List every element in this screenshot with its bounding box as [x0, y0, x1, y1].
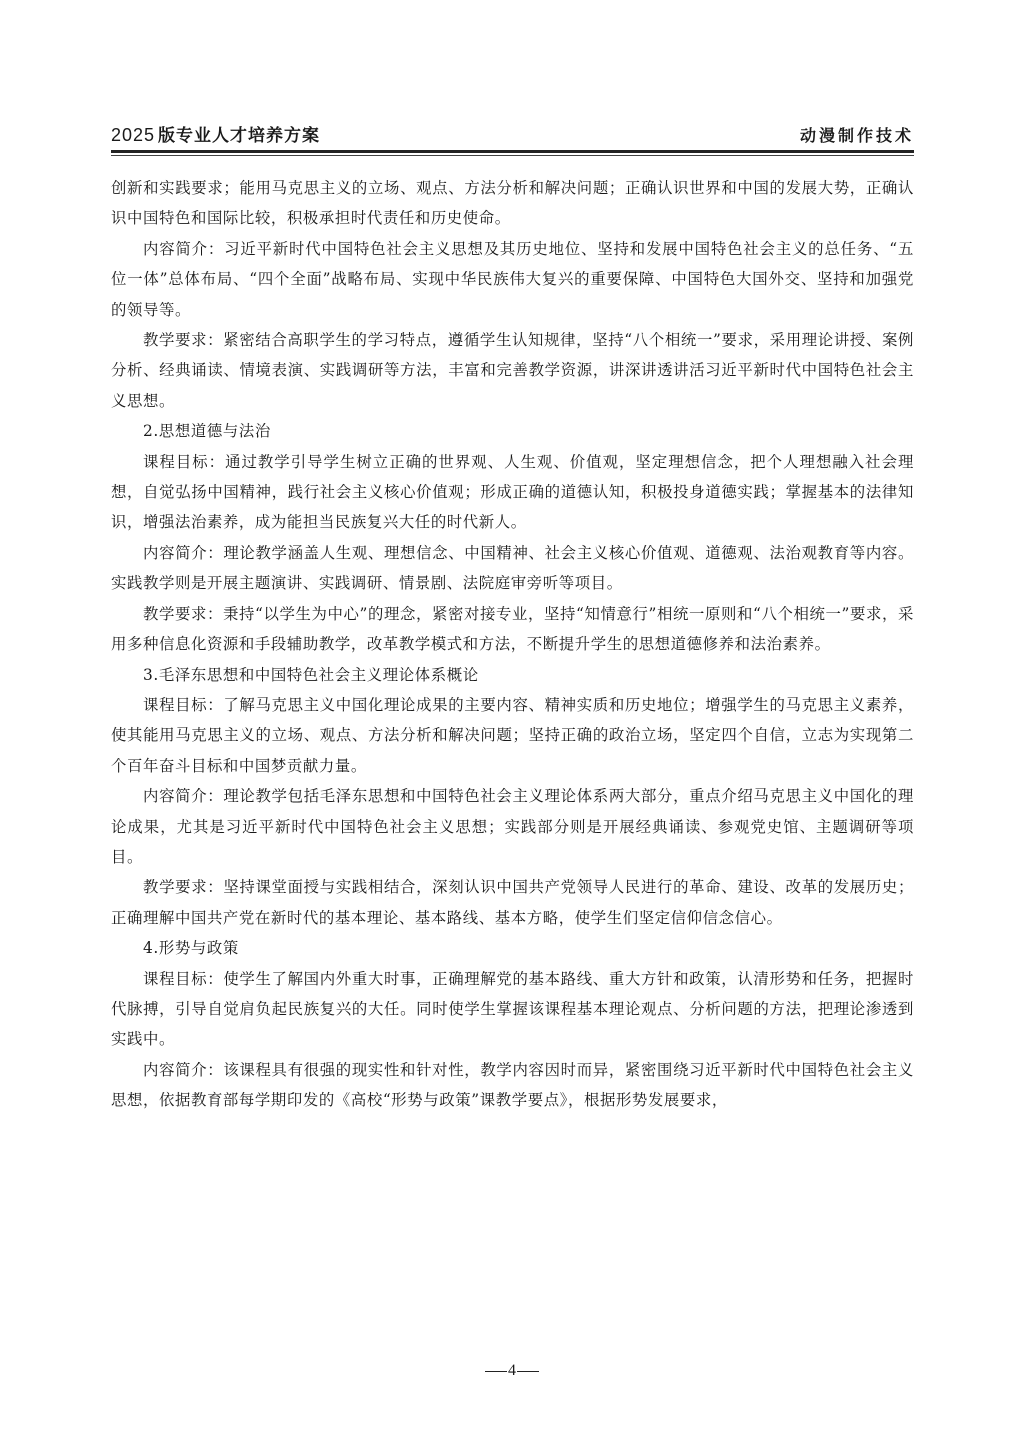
paragraph: 教学要求：紧密结合高职学生的学习特点，遵循学生认知规律，坚持“八个相统一”要求，采用理论讲授、案例分析、经典诵读、情境表演、实践调研等方法，丰富和完善教学资源，讲深讲透讲活习近平新时代中国特色社会主义思想。: [111, 331, 914, 410]
document-title-text: 版专业人才培养方案: [158, 126, 321, 146]
header-rule-thick: [111, 150, 914, 153]
section-heading: 2.思想道德与法治: [143, 422, 271, 441]
paragraph: 教学要求：秉持“以学生为中心”的理念，紧密对接专业，坚持“知情意行”相统一原则和“八个相统一”要求，采用多种信息化资源和手段辅助教学，改革教学模式和方法，不断提升学生的思想道德修养和法治素养。: [111, 604, 914, 654]
page-number-dash-right: [517, 1371, 539, 1372]
page-number-dash-left: [485, 1371, 507, 1372]
paragraph: 课程目标：使学生了解国内外重大时事，正确理解党的基本路线、重大方针和政策，认清形势和任务，把握时代脉搏，引导自觉肩负起民族复兴的大任。同时使学生掌握该课程基本理论观点、分析问题的方法，把理论渗透到实践中。: [111, 969, 914, 1049]
paragraph: 教学要求：坚持课堂面授与实践相结合，深刻认识中国共产党领导人民进行的革命、建设、改革的发展历史；正确理解中国共产党在新时代的基本理论、基本路线、基本方略，使学生们坚定信仰信念信心。: [111, 878, 914, 927]
paragraph: 创新和实践要求；能用马克思主义的立场、观点、方法分析和解决问题；正确认识世界和中国的发展大势，正确认识中国特色和国际比较，积极承担时代责任和历史使命。: [111, 179, 914, 228]
page-header: [111, 124, 914, 150]
paragraph: 内容简介：该课程具有很强的现实性和针对性，教学内容因时而异，紧密围绕习近平新时代中国特色社会主义思想，依据教育部每学期印发的《高校“形势与政策”课教学要点》，根据形势发展要求，: [111, 1060, 914, 1110]
paragraph: 课程目标：通过教学引导学生树立正确的世界观、人生观、价值观，坚定理想信念，把个人理想融入社会理想，自觉弘扬中国精神，践行社会主义核心价值观；形成正确的道德认知，积极投身道德实践；掌握基本的法律知识，增强法治素养，成为能担当民族复兴大任的时代新人。: [111, 452, 914, 532]
header-rule-thin: [111, 155, 914, 156]
page-number: 4: [508, 1362, 516, 1379]
paragraph: 课程目标：了解马克思主义中国化理论成果的主要内容、精神实质和历史地位；增强学生的马克思主义素养，使其能用马克思主义的立场、观点、方法分析和解决问题；坚持正确的政治立场，坚定四个自信，立志为实现第二个百年奋斗目标和中国梦贡献力量。: [111, 695, 914, 775]
paragraph: 内容简介：理论教学涵盖人生观、理想信念、中国精神、社会主义核心价值观、道德观、法治观教育等内容。实践教学则是开展主题演讲、实践调研、情景剧、法院庭审旁听等项目。: [111, 543, 914, 593]
paragraph: 内容简介：理论教学包括毛泽东思想和中国特色社会主义理论体系两大部分，重点介绍马克思主义中国化的理论成果，尤其是习近平新时代中国特色社会主义思想；实践部分则是开展经典诵读、参观党史馆、主题调研等项目。: [111, 787, 914, 866]
page-body: [111, 173, 914, 1116]
section-heading: 4.形势与政策: [143, 939, 239, 958]
document-year: 2025: [111, 125, 156, 145]
program-name: 动漫制作技术: [799, 126, 914, 145]
document-title: [111, 121, 320, 146]
section-heading: 3.毛泽东思想和中国特色社会主义理论体系概论: [143, 665, 479, 684]
paragraph: 内容简介：习近平新时代中国特色社会主义思想及其历史地位、坚持和发展中国特色社会主义的总任务、“五位一体”总体布局、“四个全面”战略布局、实现中华民族伟大复兴的重要保障、中国特色大国外交、坚持和加强党的领导等。: [111, 239, 914, 319]
page-footer: [0, 1362, 1024, 1380]
